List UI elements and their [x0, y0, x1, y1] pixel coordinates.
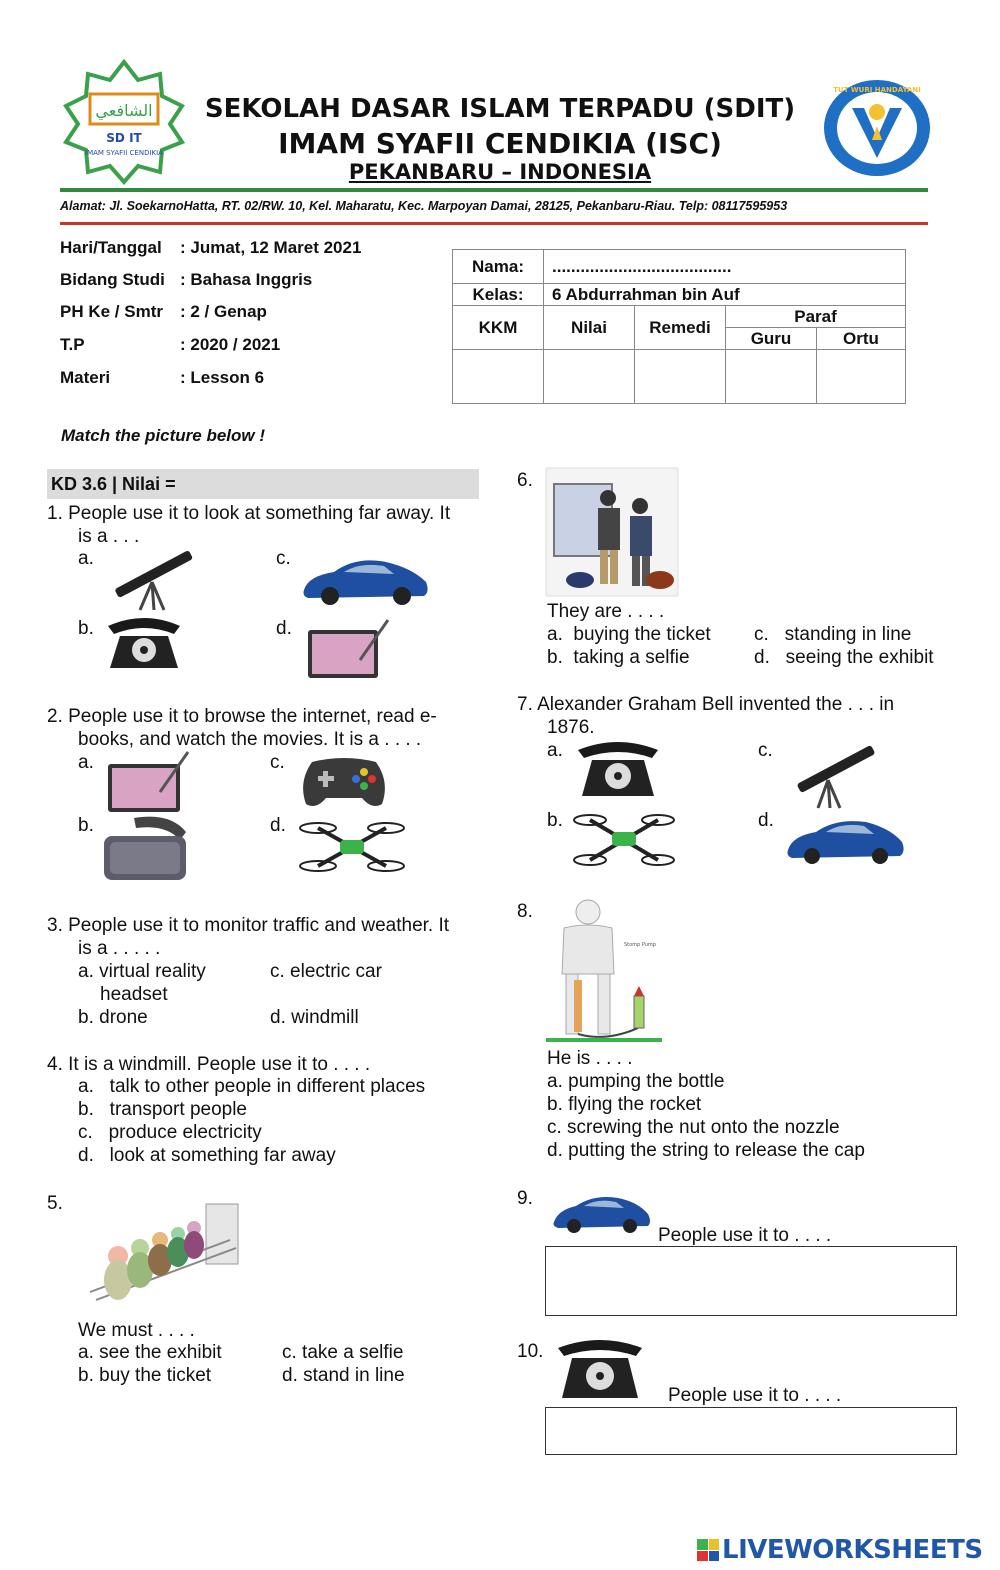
telescope-icon[interactable]: [786, 740, 882, 810]
q9-number: 9.: [517, 1188, 533, 1209]
school-logo: [62, 60, 186, 184]
q7-stem-line1: 7. Alexander Graham Bell invented the . . . in: [517, 694, 895, 715]
logo-text-1: SD IT: [106, 131, 142, 145]
q5-option-c[interactable]: c. take a selfie: [282, 1342, 404, 1363]
q3-option-a-cont: headset: [100, 984, 168, 1005]
score-table: [452, 249, 906, 404]
meta-value: : Bahasa Inggris: [180, 270, 313, 289]
q8-option-a[interactable]: a. pumping the bottle: [547, 1071, 725, 1092]
q5-number: 5.: [47, 1193, 63, 1214]
car-icon[interactable]: [300, 550, 432, 608]
q1-option-a[interactable]: a.: [78, 548, 94, 569]
q8-stem: He is . . . .: [547, 1048, 633, 1069]
header-rule-red: [60, 222, 928, 225]
q9-stem: People use it to . . . .: [658, 1225, 832, 1246]
q7-option-a[interactable]: a.: [547, 740, 563, 761]
stomp-rocket-icon: [546, 896, 666, 1044]
q6-option-b[interactable]: b. taking a selfie: [547, 647, 690, 668]
q7-option-d[interactable]: d.: [758, 810, 774, 831]
liveworksheets-badge-icon: [697, 1539, 719, 1561]
q3-option-d[interactable]: d. windmill: [270, 1007, 359, 1028]
telescope-icon[interactable]: [102, 548, 202, 612]
meta-value: : 2020 / 2021: [180, 335, 281, 354]
q4-option-d[interactable]: d. look at something far away: [78, 1145, 336, 1166]
q2-stem-line2: books, and watch the movies. It is a . . . .: [78, 729, 422, 750]
header-rule-green: [60, 188, 928, 192]
car-icon[interactable]: [784, 812, 908, 868]
q1-stem-line2: is a . . .: [78, 526, 140, 547]
game-controller-icon[interactable]: [298, 752, 390, 810]
q5-option-b[interactable]: b. buy the ticket: [78, 1365, 212, 1386]
tablet-icon[interactable]: [104, 750, 192, 814]
school-name-line2: IMAM SYAFII CENDIKIA (ISC): [278, 127, 722, 160]
ortu-header: Ortu: [817, 328, 906, 350]
q6-number: 6.: [517, 470, 533, 491]
meta-row-date: [60, 238, 361, 258]
school-name-line1: SEKOLAH DASAR ISLAM TERPADU (SDIT): [204, 94, 796, 124]
meta-value: : 2 / Genap: [180, 302, 267, 321]
q10-answer-box[interactable]: [545, 1407, 957, 1455]
remedi-cell[interactable]: [635, 350, 726, 404]
tut-wuri-text: TUT WURI HANDAYANI: [833, 86, 921, 94]
school-address: Alamat: Jl. SoekarnoHatta, RT. 02/RW. 10, Kel. Maharatu, Kec. Marpoyan Damai, 28125, Pekanbaru-Riau. Telp: 08117595953: [60, 199, 788, 213]
vr-headset-icon[interactable]: [100, 812, 192, 888]
q4-option-c[interactable]: c. produce electricity: [78, 1122, 262, 1143]
meta-row-semester: [60, 302, 267, 322]
q5-option-a[interactable]: a. see the exhibit: [78, 1342, 222, 1363]
drone-icon[interactable]: [298, 812, 406, 882]
meta-key: T.P: [60, 335, 85, 354]
q3-option-a[interactable]: a. virtual reality: [78, 961, 206, 982]
remedi-header: Remedi: [635, 306, 726, 350]
liveworksheets-logo: [697, 1535, 983, 1565]
q6-option-d[interactable]: d. seeing the exhibit: [754, 647, 934, 668]
kd-label: KD 3.6 | Nilai =: [47, 469, 479, 499]
q3-stem-line2: is a . . . . .: [78, 938, 161, 959]
q3-option-c[interactable]: c. electric car: [270, 961, 382, 982]
q9-answer-box[interactable]: [545, 1246, 957, 1316]
meta-value: : Lesson 6: [180, 368, 265, 387]
meta-key: Bidang Studi: [60, 270, 165, 289]
meta-key: PH Ke / Smtr: [60, 302, 163, 321]
tablet-icon[interactable]: [302, 616, 394, 682]
nilai-cell[interactable]: [544, 350, 635, 404]
queue-icon: [80, 1200, 246, 1304]
guru-cell[interactable]: [726, 350, 817, 404]
meta-row-year: [60, 335, 280, 355]
q8-option-b[interactable]: b. flying the rocket: [547, 1094, 702, 1115]
meta-key: Materi: [60, 368, 111, 387]
kelas-label: Kelas:: [453, 284, 544, 306]
q2-stem-line1: 2. People use it to browse the internet, read e-: [47, 706, 437, 727]
q1-option-c[interactable]: c.: [276, 548, 291, 569]
q6-option-c[interactable]: c. standing in line: [754, 624, 912, 645]
nama-label: Nama:: [453, 250, 544, 284]
q7-stem-line2: 1876.: [547, 717, 595, 738]
q1-option-d[interactable]: d.: [276, 618, 292, 639]
q5-stem: We must . . . .: [78, 1320, 195, 1341]
q2-option-c[interactable]: c.: [270, 752, 285, 773]
q2-option-b[interactable]: b.: [78, 815, 94, 836]
q5-option-d[interactable]: d. stand in line: [282, 1365, 405, 1386]
logo-text-2: IMAM SYAFII CENDIKIA: [85, 149, 163, 157]
meta-key: Hari/Tanggal: [60, 238, 162, 257]
instruction: Match the picture below !: [61, 426, 266, 445]
q8-option-c[interactable]: c. screwing the nut onto the nozzle: [547, 1117, 840, 1138]
guru-header: Guru: [726, 328, 817, 350]
q4-option-b[interactable]: b. transport people: [78, 1099, 247, 1120]
kkm-cell[interactable]: [453, 350, 544, 404]
nama-field[interactable]: ......................................: [544, 250, 906, 284]
q4-stem: 4. It is a windmill. People use it to . . . .: [47, 1054, 371, 1075]
q3-stem-line1: 3. People use it to monitor traffic and weather. It: [47, 915, 450, 936]
car-icon: [550, 1190, 654, 1236]
telephone-icon[interactable]: [102, 614, 186, 672]
q10-number: 10.: [517, 1341, 544, 1362]
q2-option-a[interactable]: a.: [78, 752, 94, 773]
kkm-header: KKM: [453, 306, 544, 350]
q1-stem-line1: 1. People use it to look at something far away. It: [47, 503, 451, 524]
liveworksheets-brand: LIVEWORKSHEETS: [722, 1535, 983, 1565]
q2-option-d[interactable]: d.: [270, 815, 286, 836]
q4-option-a[interactable]: a. talk to other people in different places: [78, 1076, 426, 1097]
svg-text:الشافعي: الشافعي: [95, 101, 153, 120]
stomp-pump-label: Stomp Pump: [624, 942, 656, 948]
q7-option-c[interactable]: c.: [758, 740, 773, 761]
school-city: PEKANBARU – INDONESIA: [348, 160, 652, 184]
meta-row-subject: [60, 270, 312, 290]
paraf-header: Paraf: [726, 306, 906, 328]
telephone-icon[interactable]: [572, 738, 664, 800]
meta-value: : Jumat, 12 Maret 2021: [180, 238, 362, 257]
q1-option-b[interactable]: b.: [78, 618, 94, 639]
q8-option-d[interactable]: d. putting the string to release the cap: [547, 1140, 865, 1161]
kelas-value: 6 Abdurrahman bin Auf: [544, 284, 906, 306]
drone-icon[interactable]: [572, 806, 676, 874]
ortu-cell[interactable]: [817, 350, 906, 404]
meta-row-material: [60, 368, 264, 388]
tut-wuri-logo: [822, 78, 932, 178]
nilai-header: Nilai: [544, 306, 635, 350]
telephone-icon: [552, 1336, 648, 1402]
q6-option-a[interactable]: a. buying the ticket: [547, 624, 711, 645]
q10-stem: People use it to . . . .: [668, 1385, 842, 1406]
q6-stem: They are . . . .: [547, 601, 665, 622]
q7-option-b[interactable]: b.: [547, 810, 563, 831]
q3-option-b[interactable]: b. drone: [78, 1007, 148, 1028]
q8-number: 8.: [517, 901, 533, 922]
museum-visitors-icon: [546, 468, 678, 596]
